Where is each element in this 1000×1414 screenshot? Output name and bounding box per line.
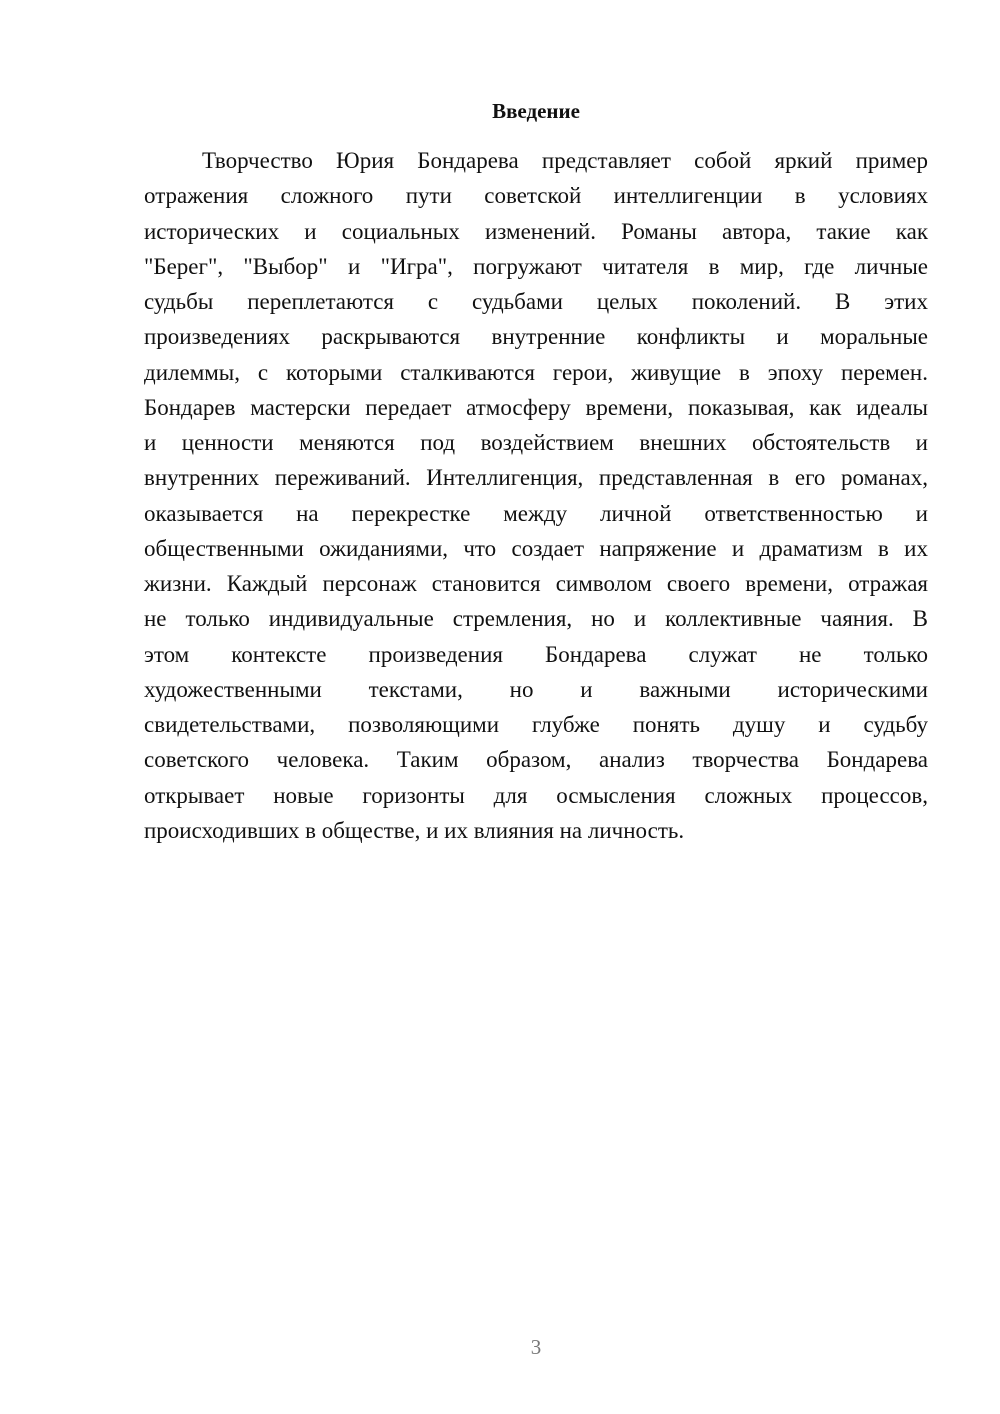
paragraph-line: внутренних переживаний. Интеллигенция, представленная в его романах, (144, 465, 928, 491)
paragraph-line: Бондарев мастерски передает атмосферу времени, показывая, как идеалы (144, 394, 928, 420)
paragraph-line: открывает новые горизонты для осмысления сложных процессов, (144, 782, 928, 808)
paragraph-line: художественными текстами, но и важными историческими (144, 676, 928, 702)
paragraph-line: судьбы переплетаются с судьбами целых поколений. В этих (144, 289, 928, 314)
intro-paragraph (144, 143, 928, 848)
paragraph-line: жизни. Каждый персонаж становится символом своего времени, отражая (144, 571, 928, 596)
paragraph-line: советского человека. Таким образом, анализ творчества Бондарева (144, 747, 928, 773)
paragraph-line: оказывается на перекрестке между личной ответственностью и (144, 500, 928, 526)
paragraph-line: общественными ожиданиями, что создает напряжение и драматизм в их (144, 535, 928, 561)
paragraph-line: произведениях раскрываются внутренние конфликты и моральные (144, 324, 928, 350)
paragraph-line: происходивших в обществе, и их влияния на личность. (144, 817, 685, 843)
paragraph-line: дилеммы, с которыми сталкиваются герои, живущие в эпоху перемен. (144, 359, 928, 385)
paragraph-line: не только индивидуальные стремления, но и коллективные чаяния. В (144, 606, 928, 632)
paragraph-line: отражения сложного пути советской интеллигенции в условиях (144, 183, 928, 209)
paragraph-line: Творчество Юрия Бондарева представляет собой яркий пример (202, 148, 928, 173)
section-heading: Введение (492, 99, 580, 123)
paragraph-line: "Берег", "Выбор" и "Игра", погружают читателя в мир, где личные (144, 253, 928, 279)
paragraph-line: свидетельствами, позволяющими глубже понять душу и судьбу (144, 712, 928, 737)
paragraph-line: и ценности меняются под воздействием внешних обстоятельств и (144, 430, 928, 455)
page-number: 3 (530, 1335, 542, 1359)
paragraph-line: исторических и социальных изменений. Романы автора, такие как (144, 218, 928, 244)
paragraph-line: этом контексте произведения Бондарева служат не только (144, 641, 928, 667)
